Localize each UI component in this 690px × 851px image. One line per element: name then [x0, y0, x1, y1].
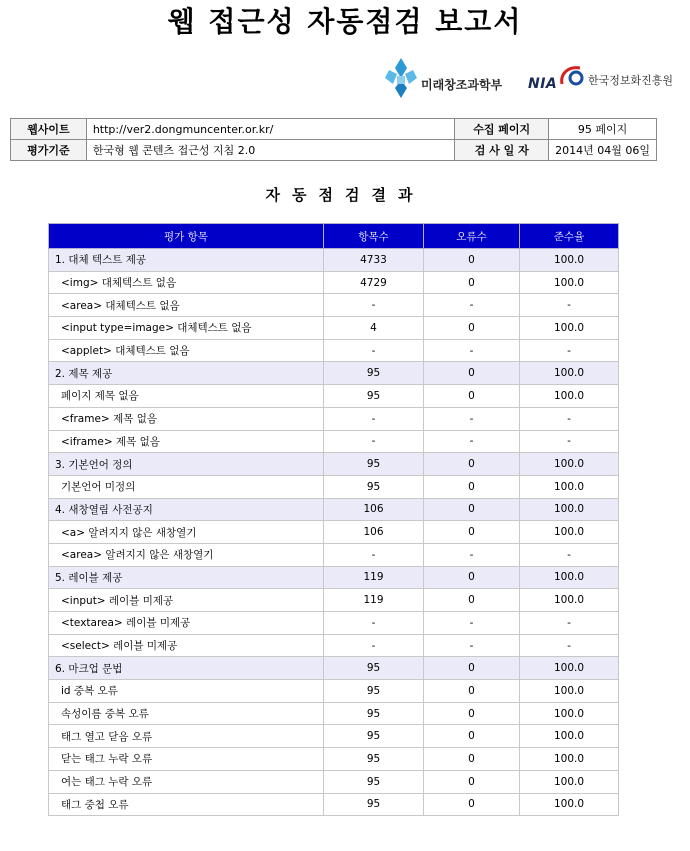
row-rate: 100.0 — [520, 317, 619, 340]
category-row — [49, 498, 619, 521]
table-row — [49, 430, 619, 453]
row-rate: 100.0 — [520, 453, 619, 476]
row-count: 95 — [324, 362, 424, 385]
row-errors: 0 — [424, 249, 520, 272]
row-errors: 0 — [424, 362, 520, 385]
info-row — [11, 140, 657, 161]
row-rate: - — [520, 407, 619, 430]
row-count: 119 — [324, 589, 424, 612]
row-count: 106 — [324, 521, 424, 544]
row-rate: - — [520, 612, 619, 635]
row-count: 95 — [324, 748, 424, 771]
nia-abbr: NIA — [528, 76, 558, 92]
table-row — [49, 521, 619, 544]
row-rate: 100.0 — [520, 770, 619, 793]
row-count: - — [324, 430, 424, 453]
row-rate: - — [520, 430, 619, 453]
row-rate: 100.0 — [520, 793, 619, 816]
row-rate: 100.0 — [520, 748, 619, 771]
row-label: <input type=image> 대체텍스트 없음 — [49, 317, 324, 340]
row-rate: - — [520, 634, 619, 657]
table-row — [49, 385, 619, 408]
row-label: <area> 알려지지 않은 새창열기 — [49, 543, 324, 566]
table-row — [49, 680, 619, 703]
row-errors: 0 — [424, 680, 520, 703]
row-label: 기본언어 미정의 — [49, 475, 324, 498]
date-label: 검 사 일 자 — [455, 140, 549, 161]
row-errors: - — [424, 543, 520, 566]
table-row — [49, 271, 619, 294]
row-label: 6. 마크업 문법 — [49, 657, 324, 680]
row-rate: 100.0 — [520, 680, 619, 703]
criteria-value: 한국형 웹 콘텐츠 접근성 지침 2.0 — [86, 140, 455, 161]
row-errors: 0 — [424, 725, 520, 748]
nia-swoosh-icon — [558, 62, 586, 92]
report-title: 웹 접근성 자동점검 보고서 — [167, 5, 523, 38]
table-row — [49, 589, 619, 612]
table-row — [49, 407, 619, 430]
category-row — [49, 566, 619, 589]
row-rate: 100.0 — [520, 475, 619, 498]
date-value: 2014년 04월 06일 — [549, 140, 657, 161]
row-errors: - — [424, 339, 520, 362]
row-label: <iframe> 제목 없음 — [49, 430, 324, 453]
row-count: 95 — [324, 793, 424, 816]
row-errors: 0 — [424, 475, 520, 498]
row-errors: 0 — [424, 793, 520, 816]
category-row — [49, 249, 619, 272]
row-errors: 0 — [424, 521, 520, 544]
website-label: 웹사이트 — [11, 119, 87, 140]
row-label: 속성이름 중복 오류 — [49, 702, 324, 725]
row-label: <a> 알려지지 않은 새창열기 — [49, 521, 324, 544]
row-count: 95 — [324, 385, 424, 408]
column-header: 평가 항목 — [49, 224, 324, 249]
row-rate: 100.0 — [520, 521, 619, 544]
row-errors: - — [424, 407, 520, 430]
column-header: 준수율 — [520, 224, 619, 249]
row-label: <frame> 제목 없음 — [49, 407, 324, 430]
row-label: <area> 대체텍스트 없음 — [49, 294, 324, 317]
row-rate: - — [520, 294, 619, 317]
ministry-logo — [383, 56, 518, 100]
row-label: <select> 레이블 미제공 — [49, 634, 324, 657]
row-errors: - — [424, 612, 520, 635]
row-rate: - — [520, 339, 619, 362]
row-errors: - — [424, 430, 520, 453]
category-row — [49, 453, 619, 476]
row-label: 1. 대체 텍스트 제공 — [49, 249, 324, 272]
row-rate: 100.0 — [520, 249, 619, 272]
row-rate: 100.0 — [520, 702, 619, 725]
category-row — [49, 362, 619, 385]
report-info-table — [10, 118, 657, 161]
row-count: - — [324, 543, 424, 566]
row-count: 106 — [324, 498, 424, 521]
row-count: 119 — [324, 566, 424, 589]
row-errors: 0 — [424, 589, 520, 612]
row-count: - — [324, 612, 424, 635]
row-count: 4 — [324, 317, 424, 340]
nia-logo — [528, 62, 688, 96]
table-row — [49, 543, 619, 566]
row-rate: 100.0 — [520, 657, 619, 680]
row-count: 95 — [324, 657, 424, 680]
row-count: 95 — [324, 725, 424, 748]
row-count: - — [324, 407, 424, 430]
nia-name: 한국정보화진흥원 — [588, 74, 674, 87]
row-rate: 100.0 — [520, 589, 619, 612]
row-errors: 0 — [424, 748, 520, 771]
row-rate: 100.0 — [520, 566, 619, 589]
table-row — [49, 339, 619, 362]
info-row — [11, 119, 657, 140]
row-rate: - — [520, 543, 619, 566]
pages-label: 수집 페이지 — [455, 119, 549, 140]
row-count: 4733 — [324, 249, 424, 272]
row-label: <img> 대체텍스트 없음 — [49, 271, 324, 294]
row-count: 95 — [324, 680, 424, 703]
row-label: 3. 기본언어 정의 — [49, 453, 324, 476]
column-header: 오류수 — [424, 224, 520, 249]
row-label: 여는 태그 누락 오류 — [49, 770, 324, 793]
row-label: id 중복 오류 — [49, 680, 324, 703]
row-count: - — [324, 339, 424, 362]
table-row — [49, 294, 619, 317]
row-errors: 0 — [424, 657, 520, 680]
table-row — [49, 725, 619, 748]
results-header-row — [49, 224, 619, 249]
row-errors: 0 — [424, 271, 520, 294]
table-row — [49, 702, 619, 725]
row-rate: 100.0 — [520, 725, 619, 748]
ministry-name: 미래창조과학부 — [421, 78, 503, 92]
row-label: 페이지 제목 없음 — [49, 385, 324, 408]
column-header: 항목수 — [324, 224, 424, 249]
section-title: 자동점검결과 — [265, 186, 425, 204]
results-table — [48, 223, 619, 816]
row-label: 닫는 태그 누락 오류 — [49, 748, 324, 771]
table-row — [49, 475, 619, 498]
row-label: 태그 중첩 오류 — [49, 793, 324, 816]
row-label: 4. 새창열림 사전공지 — [49, 498, 324, 521]
row-errors: 0 — [424, 498, 520, 521]
table-row — [49, 793, 619, 816]
table-row — [49, 634, 619, 657]
row-rate: 100.0 — [520, 498, 619, 521]
criteria-label: 평가기준 — [11, 140, 87, 161]
row-errors: 0 — [424, 702, 520, 725]
row-errors: 0 — [424, 453, 520, 476]
row-errors: - — [424, 294, 520, 317]
row-label: 5. 레이블 제공 — [49, 566, 324, 589]
website-value: http://ver2.dongmuncenter.or.kr/ — [86, 119, 455, 140]
row-label: 2. 제목 제공 — [49, 362, 324, 385]
row-count: 95 — [324, 475, 424, 498]
row-label: <input> 레이블 미제공 — [49, 589, 324, 612]
table-row — [49, 770, 619, 793]
row-count: 95 — [324, 453, 424, 476]
row-count: 95 — [324, 770, 424, 793]
row-errors: 0 — [424, 385, 520, 408]
table-row — [49, 317, 619, 340]
row-label: 태그 열고 닫음 오류 — [49, 725, 324, 748]
row-label: <textarea> 레이블 미제공 — [49, 612, 324, 635]
row-rate: 100.0 — [520, 385, 619, 408]
row-count: - — [324, 634, 424, 657]
row-count: - — [324, 294, 424, 317]
row-rate: 100.0 — [520, 362, 619, 385]
ministry-emblem-icon — [383, 56, 419, 100]
row-errors: 0 — [424, 566, 520, 589]
row-errors: 0 — [424, 770, 520, 793]
row-label: <applet> 대체텍스트 없음 — [49, 339, 324, 362]
category-row — [49, 657, 619, 680]
table-row — [49, 612, 619, 635]
row-count: 95 — [324, 702, 424, 725]
row-count: 4729 — [324, 271, 424, 294]
table-row — [49, 748, 619, 771]
row-rate: 100.0 — [520, 271, 619, 294]
row-errors: - — [424, 634, 520, 657]
pages-value: 95 페이지 — [549, 119, 657, 140]
row-errors: 0 — [424, 317, 520, 340]
